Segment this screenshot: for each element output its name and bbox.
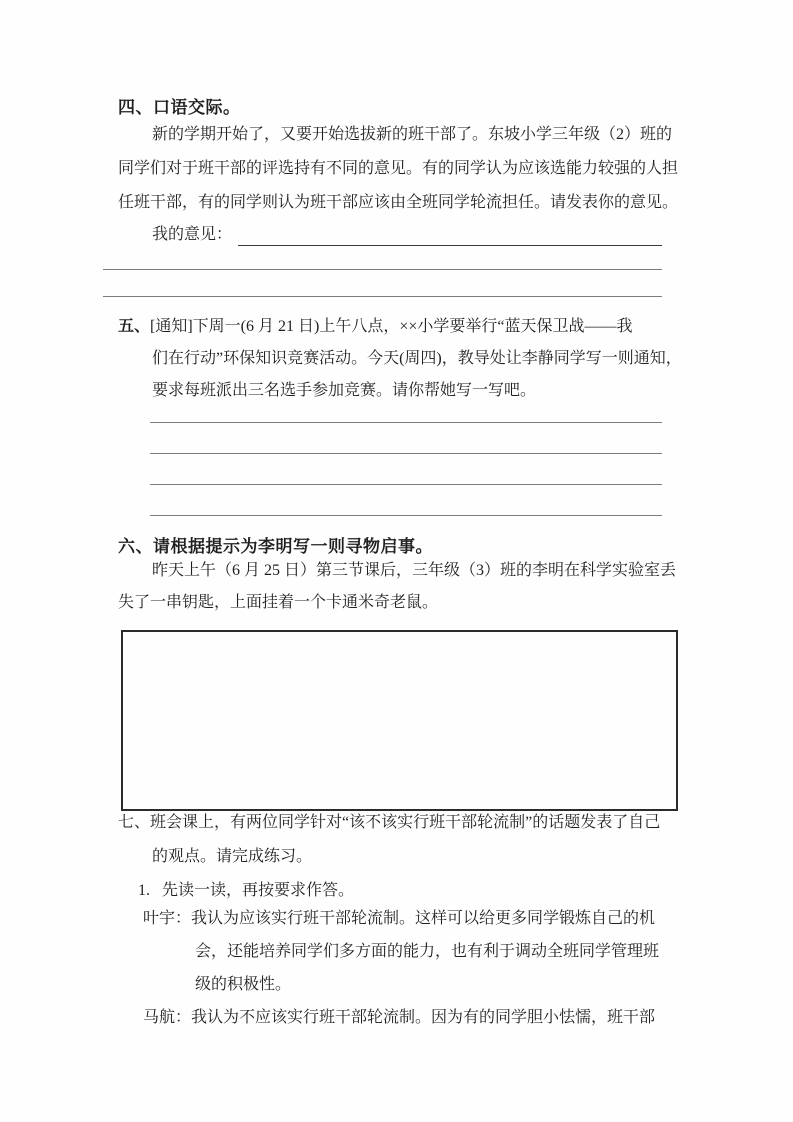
section-five-number: 五、 <box>118 318 151 335</box>
paragraph-line: 任班干部，有的同学则认为班干部应该由全班同学轮流担任。请发表你的意见。 <box>118 194 679 211</box>
section-six-heading: 六、请根据提示为李明写一则寻物启事。 <box>118 537 433 556</box>
answer-line <box>103 269 662 270</box>
paragraph-line-text: [通知]下周一(6 月 21 日)上午八点，××小学要举行“蓝天保卫战——我 <box>150 318 633 335</box>
dialogue-line: 会，还能培养同学们多方面的能力，也有利于调动全班同学管理班 <box>195 943 660 960</box>
writing-line <box>150 392 662 423</box>
paragraph-line: 新的学期开始了，又要开始选拔新的班干部了。东坡小学三年级（2）班的 <box>152 126 673 143</box>
paragraph-line: 失了一串钥匙，上面挂着一个卡通米奇老鼠。 <box>118 594 439 611</box>
paragraph-line: 要求每班派出三名选手参加竞赛。请你帮她写一写吧。 <box>152 382 537 399</box>
writing-line <box>150 485 662 516</box>
item-text: 先读一读，再按要求作答。 <box>162 882 355 899</box>
paragraph-line <box>118 311 680 343</box>
paragraph-line: 们在行动”环保知识竞赛活动。今天(周四)，教导处让李静同学写一则通知， <box>152 350 682 367</box>
section-four-heading: 四、口语交际。 <box>118 98 241 117</box>
item-number: 1. <box>138 882 150 899</box>
section-seven-dialogue <box>118 902 680 1034</box>
section-four-paragraph <box>118 118 680 220</box>
opinion-label: 我的意见： <box>152 226 233 243</box>
writing-line <box>150 454 662 485</box>
paragraph-line: 同学们对于班干部的评选持有不同的意见。有的同学认为应该选能力较强的人担 <box>118 160 679 177</box>
writing-line <box>150 423 662 454</box>
notice-writing-area <box>150 392 662 516</box>
paragraph-line: 的观点。请完成练习。 <box>152 848 313 865</box>
opinion-answer-row <box>152 224 662 246</box>
answer-line <box>103 296 662 297</box>
section-seven-intro <box>118 806 680 908</box>
dialogue-line-mahang: 马航：我认为不应该实行班干部轮流制。因为有的同学胆小怯懦，班干部 <box>143 1009 656 1026</box>
dialogue-line-yeyu: 叶宇：我认为应该实行班干部轮流制。这样可以给更多同学锻炼自己的机 <box>143 910 656 927</box>
dialogue-line: 级的积极性。 <box>195 976 292 993</box>
section-six-paragraph <box>118 555 680 619</box>
opinion-blank-line <box>238 224 662 246</box>
paragraph-line: 昨天上午（6 月 25 日）第三节课后，三年级（3）班的李明在科学实验室丢 <box>152 562 677 579</box>
paragraph-line: 七、班会课上，有两位同学针对“该不该实行班干部轮流制”的话题发表了自己 <box>118 814 661 831</box>
lost-notice-answer-box <box>121 630 678 811</box>
